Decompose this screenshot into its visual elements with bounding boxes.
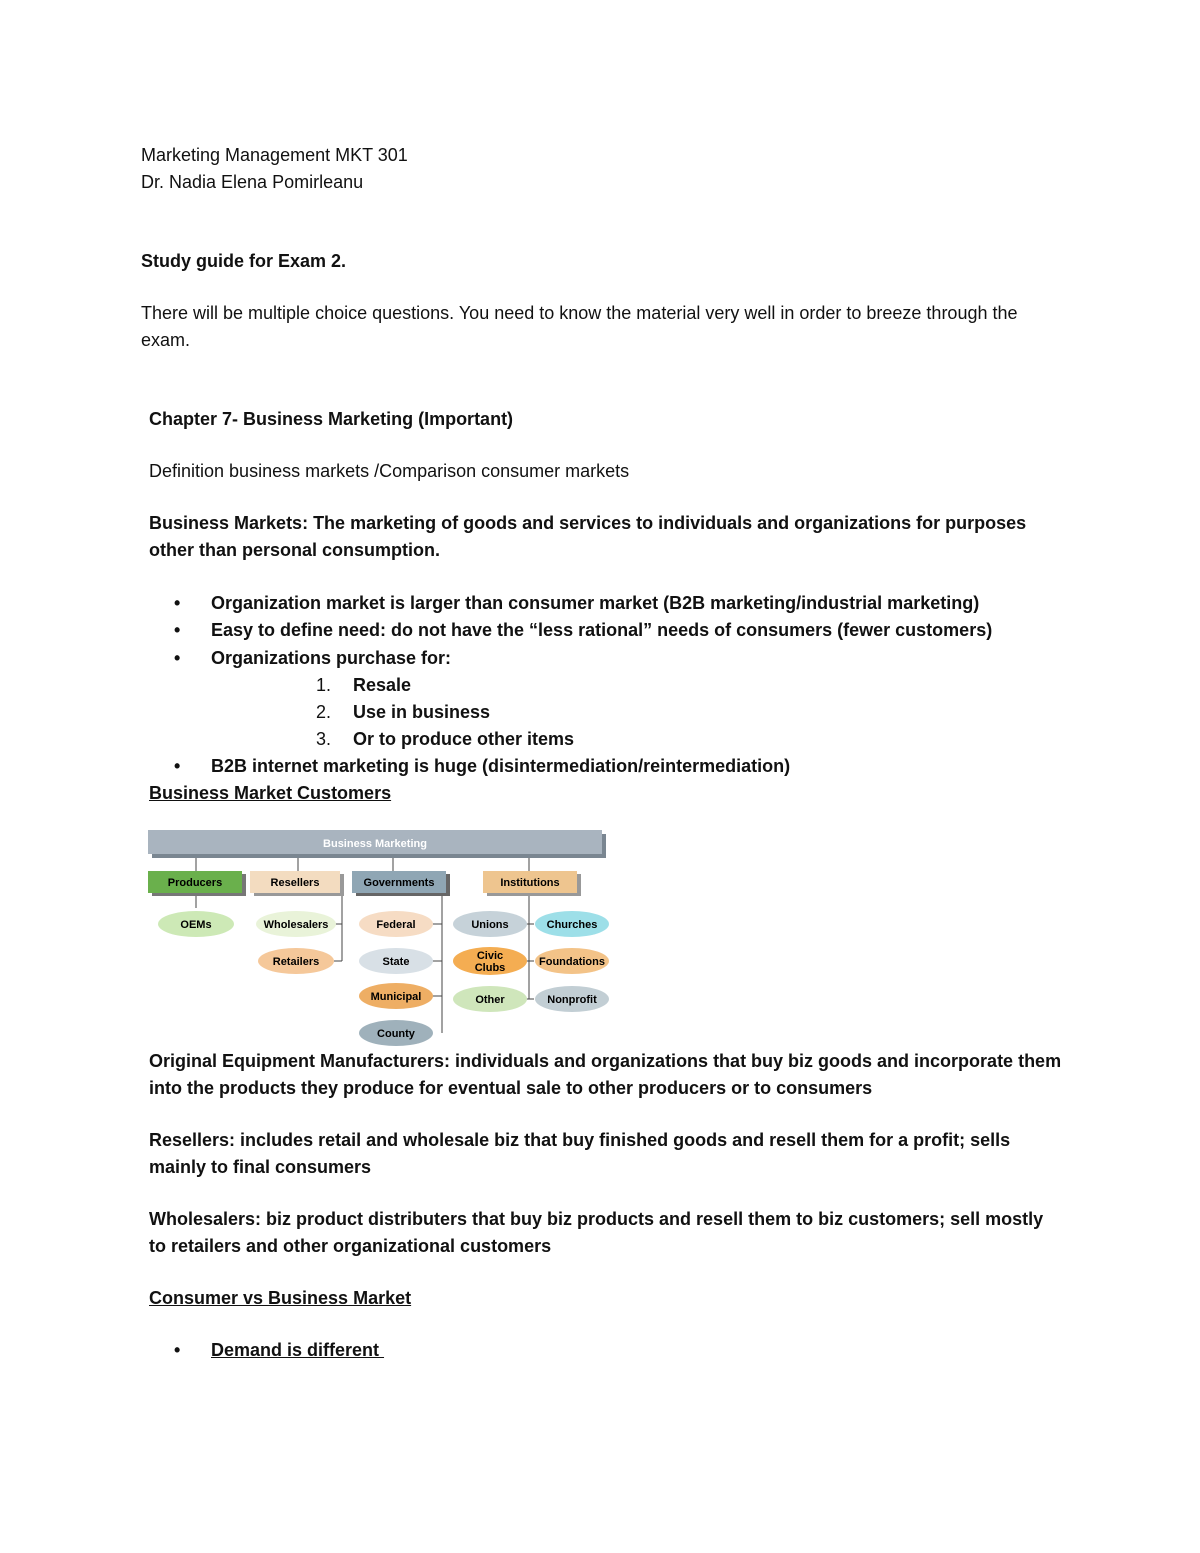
bullet-marker: • [174, 620, 181, 640]
diagram-node-label: Institutions [500, 877, 560, 889]
diagram-oval-label: Foundations [539, 956, 605, 968]
bullet-marker: • [174, 648, 181, 668]
study-guide-intro: There will be multiple choice questions. You need to know the material very well in order to breeze through the exam. [141, 303, 1018, 350]
diagram-oval-label: Municipal [370, 991, 422, 1003]
business-marketing-diagram [148, 828, 618, 1050]
list-item: Resale [353, 675, 412, 695]
chapter-title: Chapter 7- Business Marketing (Important) [149, 409, 514, 429]
oem-definition: Original Equipment Manufacturers: individuals and organizations that buy biz goods and incorporate them into the products they produce for eventual sale to other producers or to consumers [149, 1051, 1062, 1098]
study-guide-title: Study guide for Exam 2. [141, 251, 347, 271]
diagram-oval-label: Civic Clubs [474, 950, 506, 974]
list-item: Use in business [353, 702, 491, 722]
bullet-item: B2B internet marketing is huge (disintermediation/reintermediation) [211, 756, 791, 776]
diagram-oval-label: Retailers [272, 956, 320, 968]
wholesalers-definition: Wholesalers: biz product distributers that buy biz products and resell them to biz customers; sell mostly to retailers and other organizational customers [149, 1209, 1044, 1256]
list-item: Or to produce other items [353, 729, 575, 749]
comparison-heading: Consumer vs Business Market [149, 1288, 412, 1308]
bullet-marker: • [174, 1340, 181, 1360]
resellers-definition: Resellers: includes retail and wholesale biz that buy finished goods and resell them for a profit; sells mainly to final consumers [149, 1130, 1011, 1177]
diagram-oval-label: OEMs [180, 919, 212, 931]
diagram-root-label: Business Marketing [323, 838, 427, 850]
customers-heading: Business Market Customers [149, 783, 392, 803]
bullet-marker: • [174, 756, 181, 776]
diagram-oval-label: Nonprofit [547, 994, 597, 1006]
diagram-oval-label: Churches [546, 919, 598, 931]
bullet-item: Organization market is larger than consumer market (B2B marketing/industrial marketing) [211, 593, 980, 613]
bullet-item: Easy to define need: do not have the “less rational” needs of consumers (fewer customers) [211, 620, 993, 640]
course-title: Marketing Management MKT 301 [141, 145, 408, 165]
diagram-node-label: Resellers [270, 877, 320, 889]
list-number: 1. [316, 675, 332, 695]
diagram-node-label: Governments [363, 877, 435, 889]
list-number: 2. [316, 702, 332, 722]
diagram-node-label: Producers [167, 877, 223, 889]
instructor-name: Dr. Nadia Elena Pomirleanu [141, 172, 364, 192]
diagram-oval-label: County [377, 1028, 415, 1040]
chapter-subtitle: Definition business markets /Comparison consumer markets [149, 461, 630, 481]
comparison-bullet: Demand is different [211, 1340, 385, 1360]
diagram-oval-label: Unions [471, 919, 509, 931]
bullet-marker: • [174, 593, 181, 613]
diagram-oval-label: Wholesalers [263, 919, 329, 931]
diagram-oval-label: State [382, 956, 410, 968]
diagram-oval-label: Federal [376, 919, 416, 931]
diagram-oval-label: Other [475, 994, 505, 1006]
business-markets-definition: Business Markets: The marketing of goods and services to individuals and organizations for purposes other than personal consumption. [149, 513, 1027, 560]
bullet-item: Organizations purchase for: [211, 648, 452, 668]
list-number: 3. [316, 729, 332, 749]
